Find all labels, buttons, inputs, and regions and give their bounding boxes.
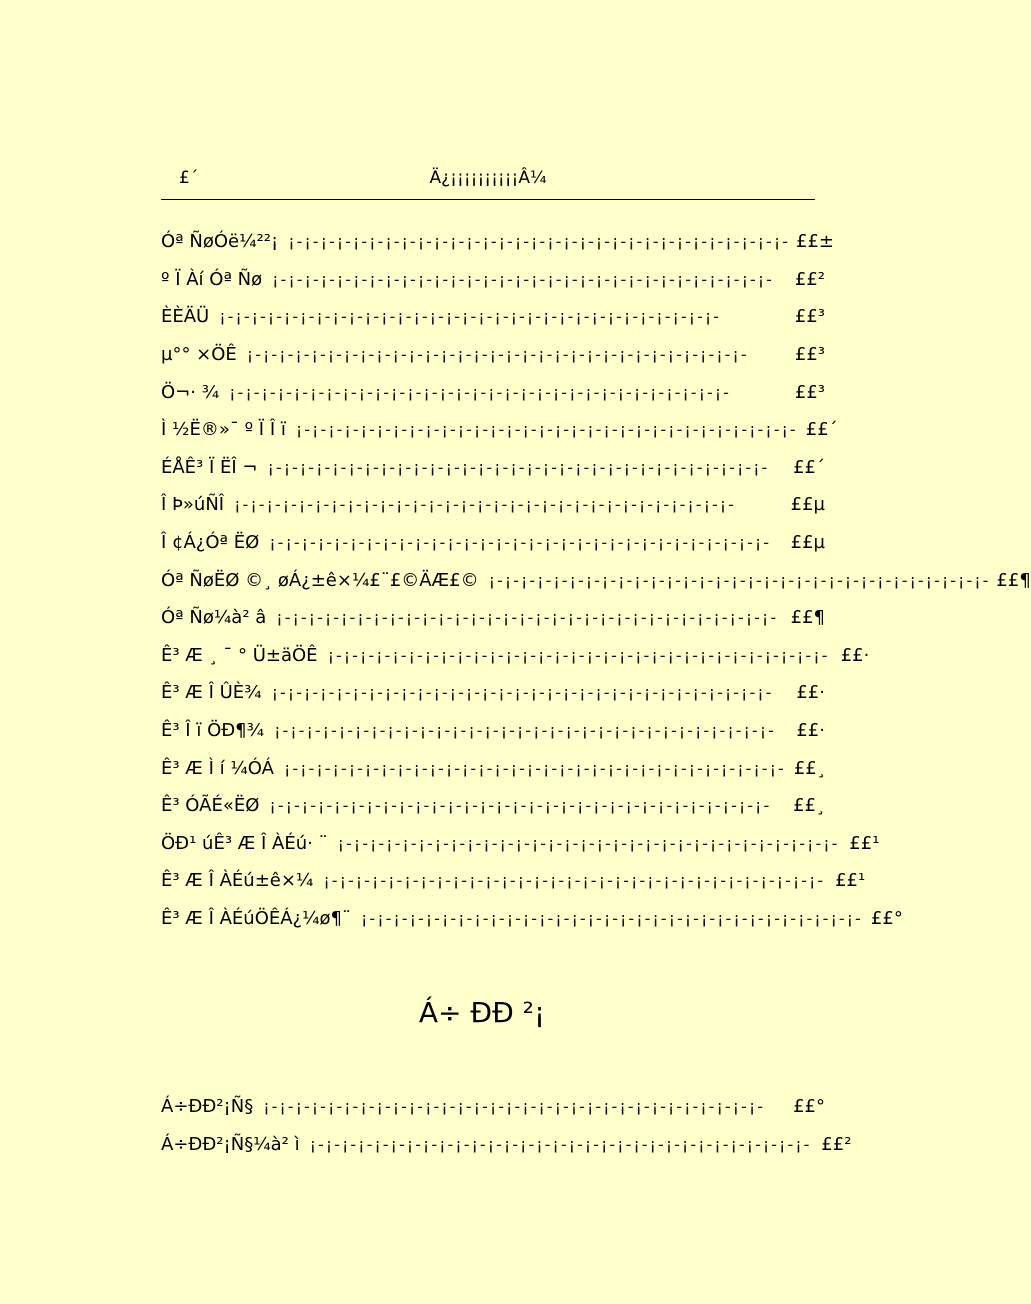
toc-entry-page-number: ££´ bbox=[805, 419, 838, 441]
toc-entry[interactable] bbox=[161, 862, 866, 900]
toc-entry[interactable] bbox=[161, 336, 825, 374]
toc-entry-page-number: ££· bbox=[840, 644, 870, 666]
dot-leader: ¡-¡-¡-¡-¡-¡-¡-¡-¡-¡-¡-¡-¡-¡-¡-¡-¡-¡-¡-¡-¡-¡-¡-¡-¡-¡-¡-¡-¡-¡-¡- bbox=[229, 382, 731, 402]
dot-leader: ¡-¡-¡-¡-¡-¡-¡-¡-¡-¡-¡-¡-¡-¡-¡-¡-¡-¡-¡-¡-¡-¡-¡-¡-¡-¡-¡-¡-¡-¡-¡- bbox=[267, 457, 770, 477]
toc-entry-page-number: ££² bbox=[794, 268, 825, 290]
dot-leader: ¡-¡-¡-¡-¡-¡-¡-¡-¡-¡-¡-¡-¡-¡-¡-¡-¡-¡-¡-¡-¡-¡-¡-¡-¡-¡-¡-¡-¡-¡-¡- bbox=[361, 908, 863, 928]
toc-entry[interactable] bbox=[161, 449, 825, 487]
toc-entry-title: º Ï Àí Óª Ñø bbox=[161, 268, 263, 290]
toc-entry[interactable] bbox=[161, 787, 825, 825]
toc-entry-title: Ê³ Î ï ÖÐ¶¾ bbox=[161, 720, 265, 742]
toc-entry-page-number: ££¹ bbox=[835, 870, 866, 892]
section-heading: Á÷ ÐÐ ²¡ bbox=[418, 996, 546, 1029]
dot-leader: ¡-¡-¡-¡-¡-¡-¡-¡-¡-¡-¡-¡-¡-¡-¡-¡-¡-¡-¡-¡-¡-¡-¡-¡-¡-¡-¡-¡-¡-¡-¡- bbox=[276, 608, 779, 628]
toc-entry[interactable] bbox=[161, 749, 825, 787]
toc-entry-page-number: ££³ bbox=[794, 344, 825, 366]
toc-entry[interactable] bbox=[161, 825, 880, 863]
toc-entry-title: Ì ½Ë®»¯ º Ï Î ï bbox=[161, 419, 286, 441]
table-of-contents bbox=[161, 223, 1031, 937]
dot-leader: ¡-¡-¡-¡-¡-¡-¡-¡-¡-¡-¡-¡-¡-¡-¡-¡-¡-¡-¡-¡-¡-¡-¡-¡-¡-¡-¡-¡-¡-¡-¡- bbox=[323, 871, 826, 891]
toc-entry[interactable] bbox=[161, 373, 825, 411]
toc-entry-page-number: ££´ bbox=[793, 456, 825, 478]
toc-entry-title: Ê³ Æ Ì í ¼ÓÁ bbox=[161, 757, 274, 779]
dot-leader: ¡-¡-¡-¡-¡-¡-¡-¡-¡-¡-¡-¡-¡-¡-¡-¡-¡-¡-¡-¡-¡-¡-¡-¡-¡-¡-¡-¡-¡-¡-¡- bbox=[271, 683, 774, 703]
toc-entry-title: µ°° ×ÖÊ bbox=[161, 344, 237, 366]
toc-entry-title: Î ¢Á¿Óª ËØ bbox=[161, 532, 260, 554]
toc-entry[interactable] bbox=[161, 712, 825, 750]
toc-entry[interactable] bbox=[161, 1126, 852, 1164]
toc-entry-page-number: ££· bbox=[796, 720, 825, 742]
page-header bbox=[161, 166, 815, 200]
dot-leader: ¡-¡-¡-¡-¡-¡-¡-¡-¡-¡-¡-¡-¡-¡-¡-¡-¡-¡-¡-¡-¡-¡-¡-¡-¡-¡-¡-¡-¡-¡-¡- bbox=[327, 645, 830, 665]
toc-entry-title: Ê³ ÓÃÉ«ËØ bbox=[161, 795, 260, 817]
toc-entry-page-number: ££° bbox=[793, 1096, 825, 1118]
toc-entry[interactable] bbox=[161, 486, 825, 524]
toc-entry[interactable] bbox=[161, 524, 825, 562]
toc-entry[interactable] bbox=[161, 411, 838, 449]
toc-entry-page-number: ££¶ bbox=[996, 569, 1031, 591]
toc-entry-page-number: ££¸ bbox=[793, 757, 826, 779]
dot-leader: ¡-¡-¡-¡-¡-¡-¡-¡-¡-¡-¡-¡-¡-¡-¡-¡-¡-¡-¡-¡-¡-¡-¡-¡-¡-¡-¡-¡-¡-¡-¡- bbox=[309, 1134, 812, 1154]
toc-entry-page-number: ££µ bbox=[790, 494, 825, 516]
toc-entry[interactable] bbox=[161, 674, 825, 712]
toc-entry-title: Óª ÑøÓë¼²²¡ bbox=[161, 231, 279, 253]
toc-entry[interactable] bbox=[161, 599, 825, 637]
toc-entry-title: Á÷ÐÐ²¡Ñ§¼à² ì bbox=[161, 1133, 300, 1155]
toc-entry-title: Ê³ Æ ¸ ¯ ° Ü±äÖÊ bbox=[161, 644, 318, 666]
header-page-number: £´ bbox=[179, 168, 199, 188]
toc-entry-title: ÉÅÊ³ Ï ËÎ ¬ bbox=[161, 456, 258, 478]
toc-entry-page-number: ££± bbox=[796, 231, 834, 253]
toc-entry-title: ÖÐ¹ úÊ³ Æ Î ÀÉú· ¨ bbox=[161, 832, 328, 854]
toc-entry-title: Ö¬· ¾ bbox=[161, 381, 220, 403]
toc-entry[interactable] bbox=[161, 261, 825, 299]
dot-leader: ¡-¡-¡-¡-¡-¡-¡-¡-¡-¡-¡-¡-¡-¡-¡-¡-¡-¡-¡-¡-¡-¡-¡-¡-¡-¡-¡-¡-¡-¡-¡- bbox=[288, 232, 790, 252]
dot-leader: ¡-¡-¡-¡-¡-¡-¡-¡-¡-¡-¡-¡-¡-¡-¡-¡-¡-¡-¡-¡-¡-¡-¡-¡-¡-¡-¡-¡-¡-¡-¡- bbox=[269, 533, 772, 553]
toc-entry-title: Óª Ñø¼à² â bbox=[161, 607, 267, 629]
toc-entry[interactable] bbox=[161, 1088, 825, 1126]
toc-entry[interactable] bbox=[161, 637, 870, 675]
toc-entry-title: Óª ÑøËØ ©¸ øÁ¿±ê×¼£¨£©ÄÆ£© bbox=[161, 569, 479, 591]
toc-entry-title: ÈÈÄÜ bbox=[161, 306, 210, 328]
toc-entry-title: Î Þ»úÑÎ bbox=[161, 494, 225, 516]
header-title: Ä¿¡¡¡¡¡¡¡¡¡¡Â¼ bbox=[429, 168, 547, 188]
dot-leader: ¡-¡-¡-¡-¡-¡-¡-¡-¡-¡-¡-¡-¡-¡-¡-¡-¡-¡-¡-¡-¡-¡-¡-¡-¡-¡-¡-¡-¡-¡-¡- bbox=[219, 307, 722, 327]
toc-entry-title: Ê³ Æ Î ÀÉú±ê×¼ bbox=[161, 870, 314, 892]
toc-entry-title: Ê³ Æ Î ÛÈ¾ bbox=[161, 682, 262, 704]
dot-leader: ¡-¡-¡-¡-¡-¡-¡-¡-¡-¡-¡-¡-¡-¡-¡-¡-¡-¡-¡-¡-¡-¡-¡-¡-¡-¡-¡-¡-¡-¡-¡- bbox=[337, 833, 840, 853]
toc-entry[interactable] bbox=[161, 561, 1031, 599]
dot-leader: ¡-¡-¡-¡-¡-¡-¡-¡-¡-¡-¡-¡-¡-¡-¡-¡-¡-¡-¡-¡-¡-¡-¡-¡-¡-¡-¡-¡-¡-¡-¡- bbox=[272, 269, 774, 289]
dot-leader: ¡-¡-¡-¡-¡-¡-¡-¡-¡-¡-¡-¡-¡-¡-¡-¡-¡-¡-¡-¡-¡-¡-¡-¡-¡-¡-¡-¡-¡-¡-¡- bbox=[488, 570, 991, 590]
dot-leader: ¡-¡-¡-¡-¡-¡-¡-¡-¡-¡-¡-¡-¡-¡-¡-¡-¡-¡-¡-¡-¡-¡-¡-¡-¡-¡-¡-¡-¡-¡-¡- bbox=[234, 495, 736, 515]
toc-entry[interactable] bbox=[161, 900, 903, 938]
toc-entry[interactable] bbox=[161, 223, 834, 261]
dot-leader: ¡-¡-¡-¡-¡-¡-¡-¡-¡-¡-¡-¡-¡-¡-¡-¡-¡-¡-¡-¡-¡-¡-¡-¡-¡-¡-¡-¡-¡-¡-¡- bbox=[283, 758, 786, 778]
toc-entry-page-number: ££³ bbox=[794, 381, 825, 403]
toc-entry-page-number: ££° bbox=[870, 907, 903, 929]
dot-leader: ¡-¡-¡-¡-¡-¡-¡-¡-¡-¡-¡-¡-¡-¡-¡-¡-¡-¡-¡-¡-¡-¡-¡-¡-¡-¡-¡-¡-¡-¡-¡- bbox=[295, 420, 798, 440]
dot-leader: ¡-¡-¡-¡-¡-¡-¡-¡-¡-¡-¡-¡-¡-¡-¡-¡-¡-¡-¡-¡-¡-¡-¡-¡-¡-¡-¡-¡-¡-¡-¡- bbox=[274, 721, 776, 741]
toc-entry-title: Á÷ÐÐ²¡Ñ§ bbox=[161, 1096, 254, 1118]
toc-entry-title: Ê³ Æ Î ÀÉúÖÊÁ¿¼ø¶¨ bbox=[161, 907, 352, 929]
dot-leader: ¡-¡-¡-¡-¡-¡-¡-¡-¡-¡-¡-¡-¡-¡-¡-¡-¡-¡-¡-¡-¡-¡-¡-¡-¡-¡-¡-¡-¡-¡-¡- bbox=[269, 796, 772, 816]
toc-entry-page-number: ££· bbox=[796, 682, 825, 704]
dot-leader: ¡-¡-¡-¡-¡-¡-¡-¡-¡-¡-¡-¡-¡-¡-¡-¡-¡-¡-¡-¡-¡-¡-¡-¡-¡-¡-¡-¡-¡-¡-¡- bbox=[246, 345, 749, 365]
toc-entry-page-number: ££µ bbox=[790, 532, 825, 554]
toc-entry-page-number: ££¹ bbox=[849, 832, 880, 854]
section-table-of-contents bbox=[161, 1088, 852, 1163]
toc-entry-page-number: ££³ bbox=[794, 306, 825, 328]
toc-entry-page-number: ££² bbox=[821, 1133, 852, 1155]
toc-entry[interactable] bbox=[161, 298, 825, 336]
toc-entry-page-number: ££¸ bbox=[793, 795, 825, 817]
dot-leader: ¡-¡-¡-¡-¡-¡-¡-¡-¡-¡-¡-¡-¡-¡-¡-¡-¡-¡-¡-¡-¡-¡-¡-¡-¡-¡-¡-¡-¡-¡-¡- bbox=[263, 1097, 766, 1117]
toc-entry-page-number: ££¶ bbox=[790, 607, 825, 629]
